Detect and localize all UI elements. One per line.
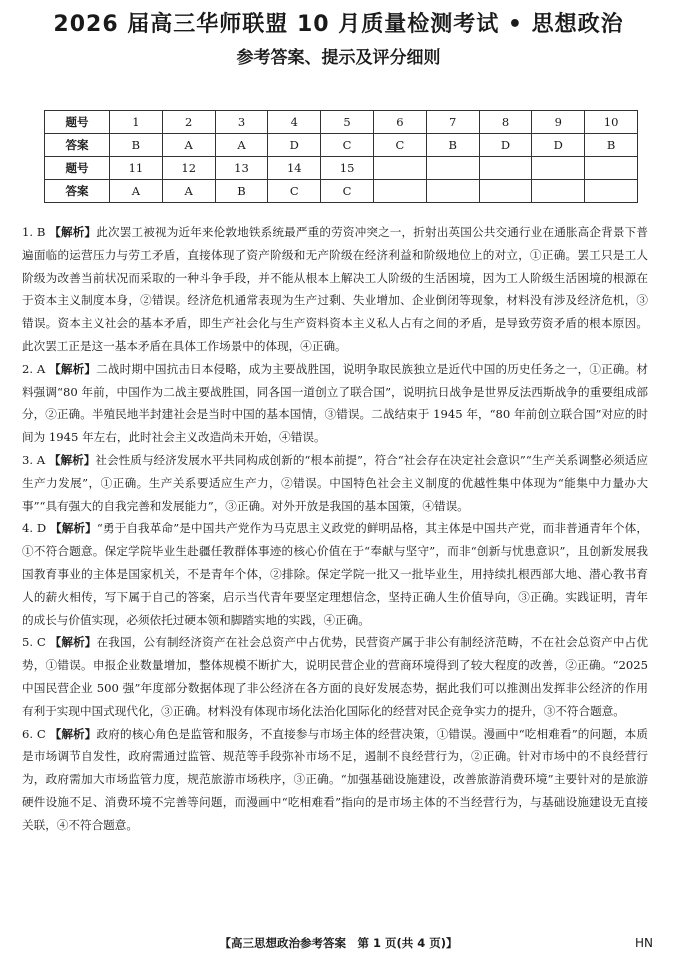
answer-cell: C	[321, 134, 374, 157]
explanation-item	[22, 723, 648, 837]
question-number: 10	[585, 111, 638, 134]
empty-cell	[479, 180, 532, 203]
empty-cell	[532, 157, 585, 180]
explanation-text: 社会性质与经济发展水平共同构成创新的“根本前提”，符合“社会存在决定社会意识”“生产关系调整必须适应生产力发展”，①正确。生产关系要适应生产力，②错误。中国特色社会主义制度的优越性集中体现为“能集中力量办大事”“具有强大的自我完善和发展能力”，③正确。对外开放是我国的基本国策，④错误。	[22, 452, 648, 513]
explanation-text: 政府的核心角色是监管和服务，不直接参与市场主体的经营决策，①错误。漫画中“吃相难看”的问题，本质是市场调节自发性，政府需通过监管、规范等手段弥补市场不足，遏制不良经营行为，②正确。针对市场中的不良经营行为，政府需加大市场监管力度，规范旅游市场秩序，③正确。“加强基础设施建设，改善旅游消费环境”主要针对的是旅游硬件设施不足、消费环境不完善等问题，而漫画中“吃相难看”指向的是市场主体的不当经营行为，与基础设施建设无直接关联，④不符合题意。	[22, 726, 649, 832]
empty-cell	[373, 157, 426, 180]
empty-cell	[585, 157, 638, 180]
explanation-text: “勇于自我革命”是中国共产党作为马克思主义政党的鲜明品格，其主体是中国共产党，而非普通青年个体，①不符合题意。保定学院毕业生赴疆任教群体事迹的核心价值在于“奉献与坚守”，而非“创新与忧患意识”，且创新发展我国教育事业的主体是国家机关，不是青年个体，②排除。保定学院一批又一批毕业生，用持续扎根西部大地、潜心教书育人的薪火相传，写下属于自己的答案，启示当代青年要坚定理想信念，坚持正确人生价值导向，③正确。实践证明，青年的成长与价值实现，必须依托过硬本领和脚踏实地的实践，④正确。	[22, 521, 648, 627]
item-number: 1. B	[22, 225, 46, 239]
question-number: 3	[215, 111, 268, 134]
empty-cell	[426, 180, 479, 203]
answer-cell: B	[426, 134, 479, 157]
row-label-answer: 答案	[45, 180, 110, 203]
question-number: 2	[162, 111, 215, 134]
analysis-tag: 【解析】	[49, 361, 97, 376]
document-title: 2026 届高三华师联盟 10 月质量检测考试 • 思想政治	[53, 12, 624, 37]
question-number: 6	[373, 111, 426, 134]
explanation-text: 在我国，公有制经济资产在社会总资产中占优势，民营资产属于非公有制经济范畴，不在社会总资产中占优势，①错误。申报企业数量增加，整体规模不断扩大，说明民营企业的营商环境得到了较大程度的改善，②正确。“2025 中国民营企业 500 强”年度部分数据体现了非公经济在各方面的良好发展态势，据此我们可以推测出发挥非公经济的作用有利于实现中国式现代化，③正确。材料没有体现市场化法治化国际化的经营对民企竞争实力的提升，③不符合题意。	[22, 635, 648, 718]
question-number: 7	[426, 111, 479, 134]
document-subtitle: 参考答案、提示及评分细则	[236, 48, 441, 68]
question-number: 5	[321, 111, 374, 134]
question-number: 13	[215, 157, 268, 180]
explanation-text: 二战时期中国抗击日本侵略，成为主要战胜国，说明争取民族独立是近代中国的历史任务之一，①正确。材料强调“80 年前，中国作为二战主要战胜国，同各国一道创立了联合国”，说明抗日战争是世界反法西斯战争的重要组成部分，②正确。半殖民地半封建社会是当时中国的基本国情，③错误。二战结束于 1945 年，“80 年前创立联合国”对应的时间为 1945 年左右，此时社会主义改造尚未开始，④错误。	[22, 361, 648, 445]
empty-cell	[585, 180, 638, 203]
item-number: 2. A	[22, 361, 46, 376]
empty-cell	[532, 180, 585, 203]
answer-cell: A	[162, 134, 215, 157]
item-number: 5. C	[22, 635, 46, 650]
question-number: 14	[268, 157, 321, 180]
row-label-number: 题号	[45, 157, 110, 180]
table-row-numbers-2	[45, 157, 638, 180]
analysis-tag: 【解析】	[49, 635, 97, 650]
empty-cell	[373, 180, 426, 203]
explanation-item	[22, 517, 648, 631]
answer-cell: D	[532, 134, 585, 157]
question-number: 11	[110, 157, 163, 180]
question-number: 4	[268, 111, 321, 134]
answer-cell: D	[268, 134, 321, 157]
item-number: 3. A	[22, 452, 46, 467]
answer-cell: D	[479, 134, 532, 157]
item-number: 6. C	[22, 726, 46, 741]
analysis-tag: 【解析】	[49, 726, 97, 741]
analysis-tag: 【解析】	[49, 225, 97, 239]
answer-cell: C	[373, 134, 426, 157]
empty-cell	[479, 157, 532, 180]
explanation-item	[22, 631, 648, 722]
region-code: HN	[635, 936, 653, 950]
explanation-item	[22, 358, 648, 449]
analysis-tag: 【解析】	[49, 521, 97, 536]
answer-cell: A	[215, 134, 268, 157]
analysis-tag: 【解析】	[48, 452, 96, 467]
question-number: 1	[110, 111, 163, 134]
question-number: 8	[479, 111, 532, 134]
answer-table	[44, 110, 638, 203]
row-label-answer: 答案	[45, 134, 110, 157]
answer-cell: B	[215, 180, 268, 203]
explanation-item	[22, 221, 648, 358]
answer-cell: A	[110, 180, 163, 203]
question-number: 15	[321, 157, 374, 180]
explanation-text: 此次罢工被视为近年来伦敦地铁系统最严重的劳资冲突之一，折射出英国公共交通行业在通胀高企背景下普遍面临的运营压力与劳工矛盾，直接体现了资产阶级和无产阶级在经济利益和阶级地位上的对立，①正确。罢工只是工人阶级为改善当前状况而采取的一种斗争手段，并不能从根本上解决工人阶级的生活困境，因为工人阶级生活困境的根源在于资本主义制度本身，②错误。经济危机通常表现为生产过剩、失业增加、企业倒闭等现象，材料没有涉及经济危机，③错误。资本主义社会的基本矛盾，即生产社会化与生产资料资本主义私人占有之间的矛盾，是导致劳资矛盾的根本原因。此次罢工正是这一基本矛盾在具体工作场景中的体现，④正确。	[22, 225, 648, 353]
answer-cell: A	[162, 180, 215, 203]
answer-cell: C	[321, 180, 374, 203]
answer-cell: B	[585, 134, 638, 157]
explanations	[22, 221, 648, 837]
question-number: 9	[532, 111, 585, 134]
answer-cell: C	[268, 180, 321, 203]
table-row-answers-1	[45, 134, 638, 157]
page-footer: 【高三思想政治参考答案 第 1 页(共 4 页)】	[219, 936, 458, 950]
row-label-number: 题号	[45, 111, 110, 134]
empty-cell	[426, 157, 479, 180]
question-number: 12	[162, 157, 215, 180]
item-number: 4. D	[22, 521, 47, 536]
answer-cell: B	[110, 134, 163, 157]
explanation-item	[22, 449, 648, 517]
table-row-numbers-1	[45, 111, 638, 134]
table-row-answers-2	[45, 180, 638, 203]
